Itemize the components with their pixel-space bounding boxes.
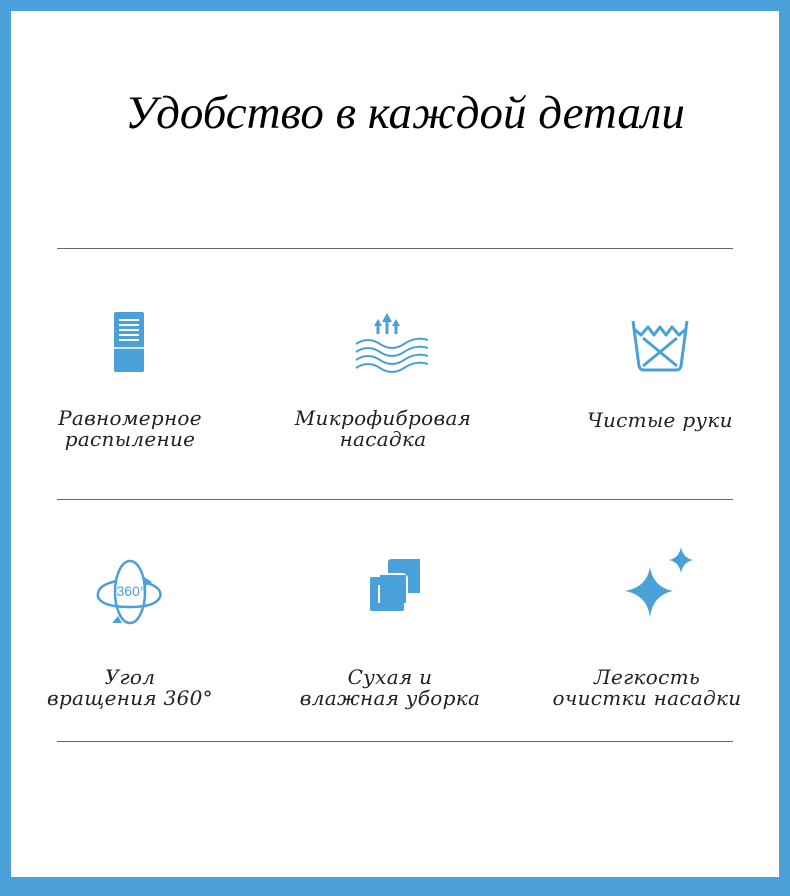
feature-label: Сухая и влажная уборка — [299, 665, 481, 710]
feature-label: Микрофибровая насадка — [294, 406, 472, 451]
rotation-360-text: 360° — [116, 583, 146, 599]
microfiber-waves-icon — [348, 308, 428, 374]
sparkle-icon — [617, 545, 697, 625]
feature-label: Чистые руки — [587, 408, 733, 432]
divider-bottom — [57, 741, 733, 742]
feature-label: Легкость очистки насадки — [552, 665, 742, 710]
layers-icon — [360, 557, 420, 623]
spray-device-icon — [100, 308, 160, 374]
divider-top — [57, 248, 733, 249]
page-title: Удобство в каждой детали — [125, 87, 685, 139]
rotation-360-icon — [90, 557, 170, 623]
washing-basin-icon — [630, 308, 690, 374]
feature-label: Равномерное распыление — [58, 406, 202, 451]
divider-middle — [57, 499, 733, 500]
feature-label: Угол вращения 360° — [47, 665, 213, 710]
